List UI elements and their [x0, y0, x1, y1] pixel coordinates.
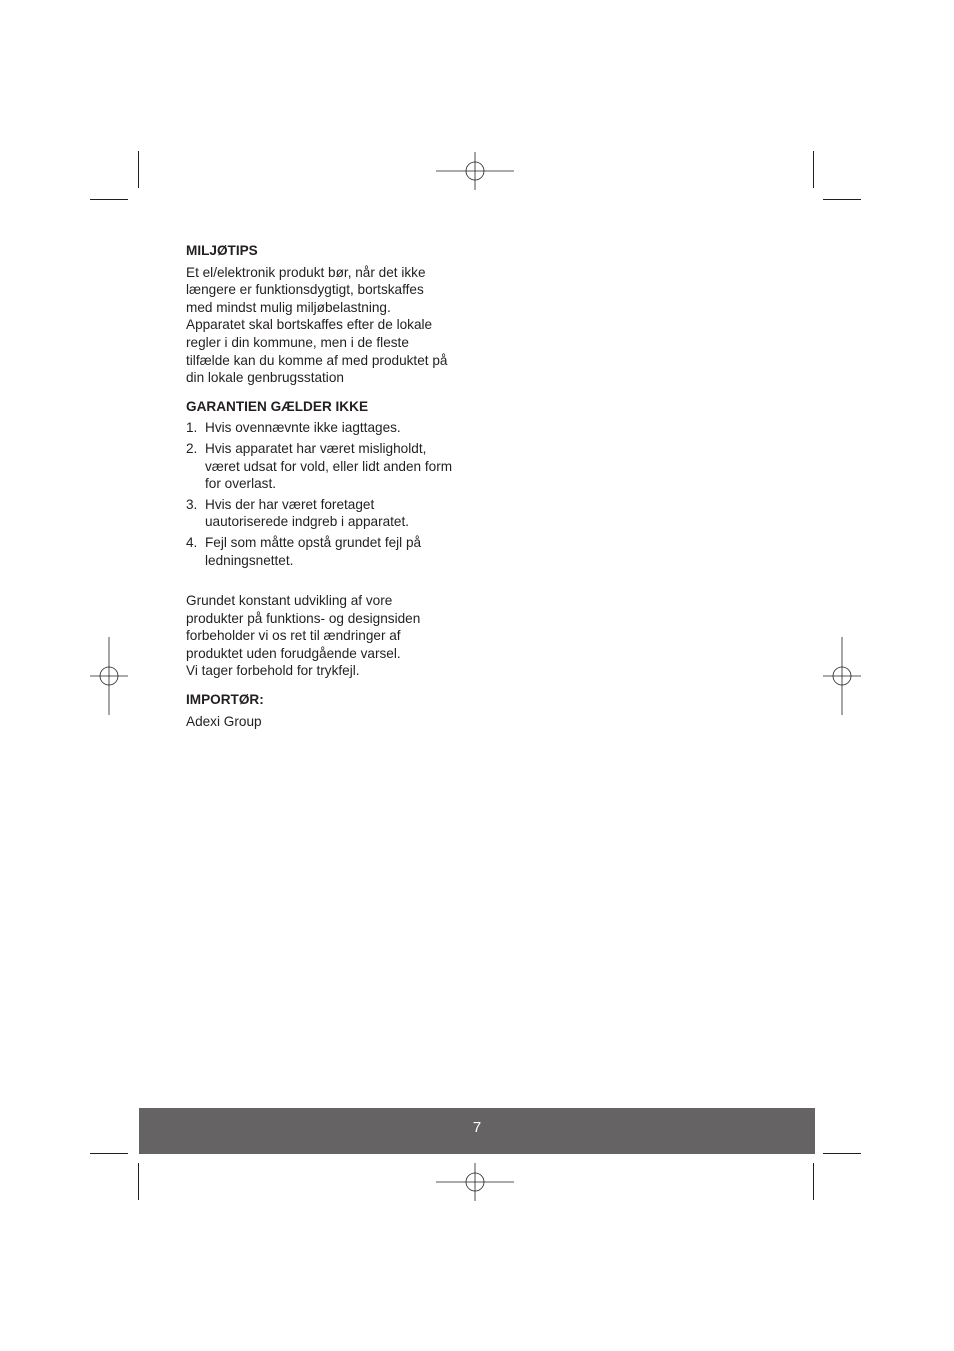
page-number: 7 [472, 1119, 482, 1136]
crop-mark-icon [138, 151, 139, 188]
importer-name: Adexi Group [186, 713, 262, 729]
crosshair-circle-icon [436, 1143, 514, 1221]
text-line: med mindst mulig miljøbelastning. [186, 299, 391, 315]
list-number: 4. [186, 534, 198, 550]
list-number: 1. [186, 420, 198, 436]
text-line: Grundet konstant udvikling af vore [186, 593, 393, 609]
text-line: for overlast. [205, 476, 277, 492]
text-line: din lokale genbrugsstation [186, 370, 344, 386]
text-line: regler i din kommune, men i de fleste [186, 334, 409, 350]
text-line: Hvis der har været foretaget [205, 496, 375, 512]
crop-mark-icon [90, 199, 128, 200]
crop-mark-icon [813, 1163, 814, 1200]
text-line: produktet uden forudgående varsel. [186, 645, 401, 661]
disclaimer-paragraph [186, 592, 476, 680]
text-line: tilfælde kan du komme af med produktet på [186, 352, 448, 368]
crop-mark-icon [90, 1153, 128, 1154]
footer-bar [139, 1108, 815, 1154]
crop-mark-icon [823, 199, 861, 200]
text-line: Hvis ovennævnte ikke iagttages. [205, 420, 401, 436]
list-item [186, 534, 476, 569]
document-body [186, 240, 476, 730]
text-line: ledningsnettet. [205, 552, 294, 568]
crosshair-circle-icon [70, 637, 148, 715]
crop-mark-icon [823, 1153, 861, 1154]
section-heading-miljotips: MILJØTIPS [186, 243, 258, 258]
section-heading-garanti: GARANTIEN GÆLDER IKKE [186, 398, 369, 414]
list-number: 2. [186, 440, 198, 456]
text-line: Apparatet skal bortskaffes efter de lokale [186, 317, 433, 333]
text-line: Fejl som måtte opstå grundet fejl på [205, 534, 422, 550]
spacer [186, 572, 476, 592]
text-line: længere er funktionsdygtigt, bortskaffes [186, 282, 424, 298]
section-heading-importor: IMPORTØR: [186, 692, 264, 708]
text-line: produkter på funktions- og designsiden [186, 610, 421, 626]
crosshair-circle-icon [803, 637, 881, 715]
crosshair-circle-icon [436, 132, 514, 210]
list-item [186, 496, 476, 531]
list-number: 3. [186, 496, 198, 512]
warranty-exclusion-list [186, 419, 476, 569]
text-line: været udsat for vold, eller lidt anden form [205, 458, 453, 474]
miljotips-paragraph [186, 264, 476, 387]
crop-mark-icon [138, 1163, 139, 1200]
text-line: uautoriserede indgreb i apparatet. [205, 514, 410, 530]
crop-mark-icon [813, 151, 814, 188]
list-item [186, 419, 476, 437]
text-line: Vi tager forbehold for trykfejl. [186, 663, 360, 679]
list-item [186, 440, 476, 493]
text-line: Hvis apparatet har været misligholdt, [205, 440, 427, 456]
text-line: Et el/elektronik produkt bør, når det ikke [186, 264, 426, 280]
text-line: forbeholder vi os ret til ændringer af [186, 628, 401, 644]
